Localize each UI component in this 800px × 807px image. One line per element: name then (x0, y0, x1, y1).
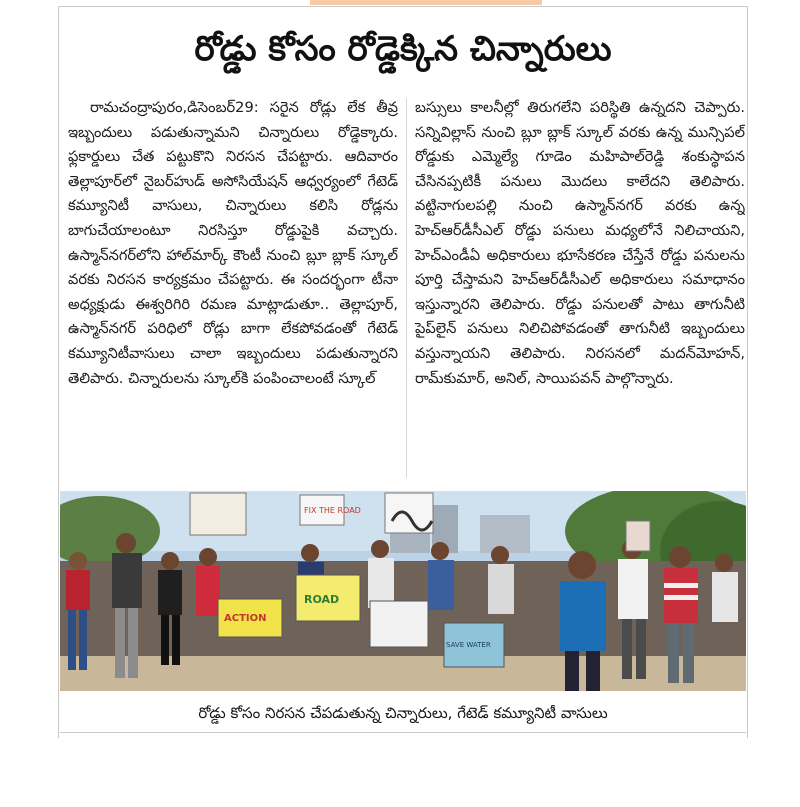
protest-photo-illustration (60, 491, 746, 691)
column-divider (406, 98, 407, 478)
placard-text: ACTION (224, 613, 267, 624)
caption-rule (60, 732, 746, 733)
article-column-left (68, 96, 398, 481)
protest-photo (60, 491, 746, 691)
placard-text: ROAD (304, 593, 340, 606)
placard-text: FIX THE ROAD (304, 506, 361, 515)
frame-rule (747, 6, 748, 738)
article-column-right (415, 96, 745, 481)
frame-rule (58, 6, 748, 7)
top-accent-bar (310, 0, 542, 5)
article-paragraph: బస్సులు కాలనీల్లో తిరుగలేని పరిస్థితి ఉన్నదని చెప్పారు. సన్నివిల్లాస్ నుంచి బ్లూ బ్లాక్ స్కూల్ వరకు ఉన్న మున్సిపల్ రోడ్డుకు ఎమ్మెల్యే గూడెం మహిపాల్‌రెడ్డి శంకుస్థాపన చేసినప్పటికీ పనులు మొదలు కాలేదని తెలిపారు. వట్టినాగులపల్లి నుంచి ఉస్మాన్‌నగర్ వరకు ఉన్న హెచ్‌ఆర్‌డీసీఎల్ రోడ్డు పనులు మధ్యలోనే నిలిచాయని, హెచ్‌ఎండీఏ అధికారులు భూసేకరణ చేస్తేనే రోడ్డు పనులను పూర్తి చేస్తామని హెచ్‌ఆర్‌డీసీఎల్ అధికారులు సమాధానం ఇస్తున్నారని తెలిపారు. రోడ్డు పనులతో పాటు తాగునీటి పైప్‌లైన్ పనులు నిలిచిపోవడంతో తాగునీటి ఇబ్బందులు వస్తున్నాయని తెలిపారు. నిరసనలో మదన్‌మోహన్, రామ్‌కుమార్, అనిల్, సాయిపవన్ పాల్గొన్నారు. (415, 99, 745, 387)
placard-text: SAVE WATER (446, 641, 491, 649)
frame-rule (58, 6, 59, 738)
article-headline: రోడ్డు కోసం రోడ్డెక్కిన చిన్నారులు (194, 29, 612, 69)
article-paragraph: రామచంద్రాపురం,డిసెంబర్29: సరైన రోడ్లు లేక తీవ్ర ఇబ్బందులు పడుతున్నామని చిన్నారులు రోడ్డెక్కారు. ఫ్లకార్డులు చేత పట్టుకొని నిరసన చేపట్టారు. ఆదివారం తెల్లాపూర్‌లో నైబర్‌హుడ్ అసోసియేషన్ ఆధ్వర్యంలో గేటెడ్ కమ్యూనిటీ వాసులు, చిన్నారులు కలిసి రోడ్లను బాగుచేయాలంటూ నిరసిస్తూ రోడ్డుపైకి వచ్చారు. ఉస్మాన్‌నగర్‌లోని హాల్‌మార్క్ కౌంటీ నుంచి బ్లూ బ్లాక్ స్కూల్ వరకు నిరసన కార్యక్రమం చేపట్టారు. ఈ సందర్భంగా టీనా అధ్యక్షుడు ఈశ్వరిగిరి రమణ మాట్లాడుతూ.. తెల్లాపూర్, ఉస్మాన్‌నగర్ పరిధిలో రోడ్లు బాగా లేకపోవడంతో గేటెడ్ కమ్యూనిటీవాసులు చాలా ఇబ్బందులు పడుతున్నారని తెలిపారు. చిన్నారులను స్కూల్‌కి పంపించాలంటే స్కూల్ (68, 99, 398, 387)
photo-caption: రోడ్డు కోసం నిరసన చేపడుతున్న చిన్నారులు, గేటెడ్ కమ్యూనిటీ వాసులు (198, 704, 608, 722)
